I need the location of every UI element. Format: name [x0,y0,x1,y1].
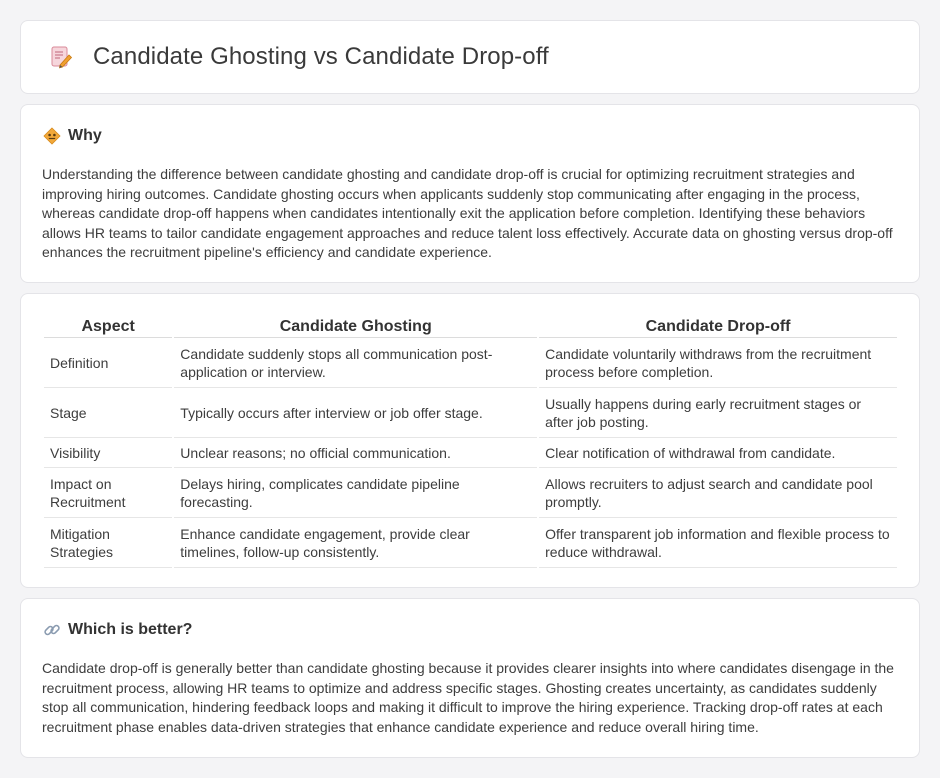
row-aspect: Visibility [44,438,172,468]
table-row [44,388,897,438]
document-pencil-icon [47,43,75,71]
table-header-row [44,316,897,338]
which-is-better-text: Candidate drop-off is generally better than candidate ghosting because it provides clearer insights into where candidates disengage in the recruitment process, allowing HR teams to optimize and address specific stages. Ghosting creates uncertainty, as candidates suddenly stop all communication, hindering feedback loops and making it difficult to improve the hiring experience. Tracking drop-off rates at each recruitment phase enables data-driven strategies that enhance candidate experience and reduce overall hiring time. [42,660,894,735]
row-drop-off: Offer transparent job information and flexible process to reduce withdrawal. [539,518,897,568]
page-title: Candidate Ghosting vs Candidate Drop-off [93,43,549,70]
row-ghosting: Unclear reasons; no official communication. [174,438,537,468]
table-row [44,468,897,518]
row-ghosting: Enhance candidate engagement, provide clear timelines, follow-up consistently. [174,518,537,568]
row-aspect: Impact on Recruitment [44,468,172,518]
why-title: Why [68,127,102,144]
which-is-better-section [20,598,920,758]
why-text: Understanding the difference between candidate ghosting and candidate drop-off is crucial for optimizing recruitment strategies and improving hiring outcomes. Candidate ghosting occurs when applicants suddenly stop communicating after engaging in the process, whereas candidate drop-off happens when candidates intentionally exit the application before completion. Identifying these behaviors allows HR teams to tailor candidate engagement approaches and reduce talent loss effectively. Accurate data on ghosting versus drop-off enhances the recruitment pipeline's efficiency and candidate experience. [42,166,893,261]
header-candidate-ghosting: Candidate Ghosting [174,316,537,338]
header-aspect: Aspect [44,316,172,338]
header-card [20,20,920,94]
why-section [20,104,920,283]
row-drop-off: Allows recruiters to adjust search and candidate pool promptly. [539,468,897,518]
table-row [44,338,897,388]
row-drop-off: Candidate voluntarily withdraws from the recruitment process before completion. [539,338,897,388]
row-aspect: Stage [44,388,172,438]
link-icon [43,621,61,639]
which-is-better-title: Which is better? [68,621,193,638]
row-drop-off: Usually happens during early recruitment stages or after job posting. [539,388,897,438]
row-aspect: Definition [44,338,172,388]
table-row [44,438,897,468]
row-ghosting: Candidate suddenly stops all communication post-application or interview. [174,338,537,388]
row-ghosting: Delays hiring, complicates candidate pipeline forecasting. [174,468,537,518]
row-ghosting: Typically occurs after interview or job offer stage. [174,388,537,438]
header-candidate-drop-off: Candidate Drop-off [539,316,897,338]
comparison-table [42,316,899,568]
row-aspect: Mitigation Strategies [44,518,172,568]
warning-sign-icon [43,127,61,145]
table-row [44,518,897,568]
row-drop-off: Clear notification of withdrawal from candidate. [539,438,897,468]
comparison-table-card [20,293,920,588]
